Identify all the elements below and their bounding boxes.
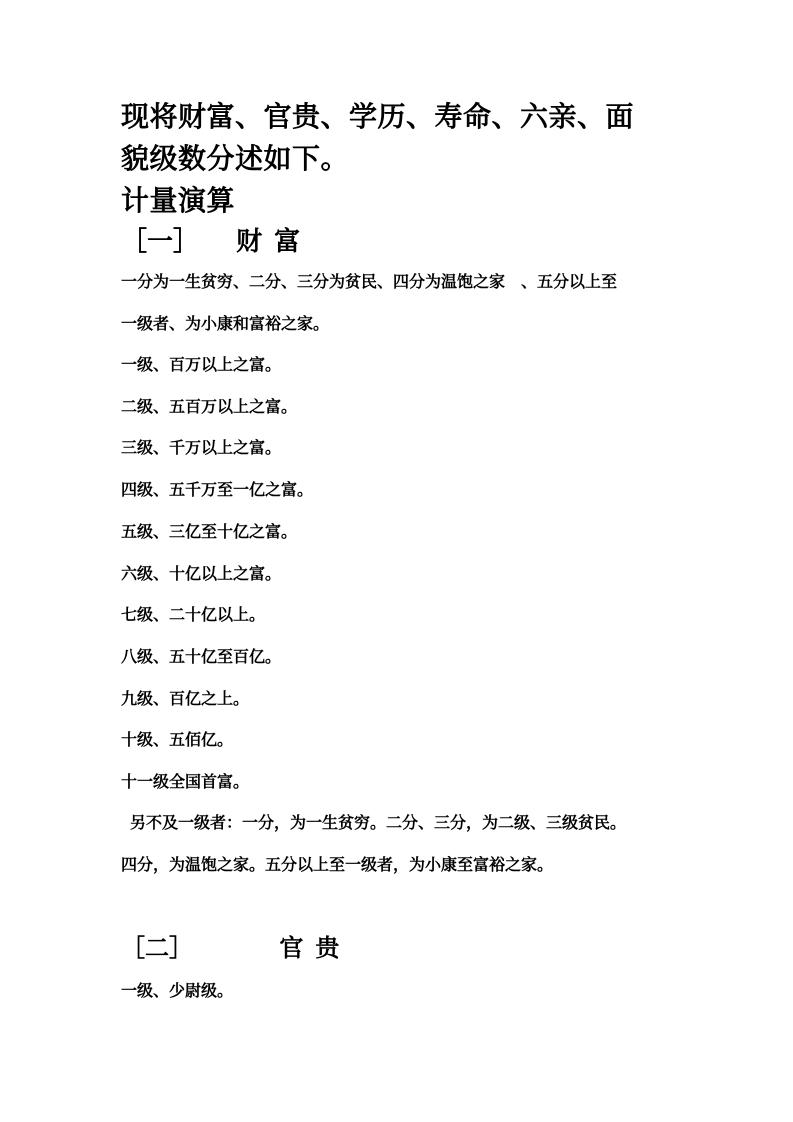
section-1-heading [121, 229, 312, 255]
wealth-level-item: 五级、三亿至十亿之富。 [121, 522, 298, 541]
wealth-level-item: 四级、五千万至一亿之富。 [121, 480, 314, 499]
intro-line-2: 貌级数分述如下。 [121, 142, 350, 175]
section-2-heading [121, 936, 351, 960]
official-level-item: 一级、少尉级。 [121, 981, 234, 1000]
section-1-title: 财富 [236, 227, 313, 257]
wealth-level-item: 六级、十亿以上之富。 [121, 564, 282, 583]
intro-heading: 计量演算 [121, 184, 236, 217]
intro-line-1: 现将财富、官贵、学历、寿命、六亲、面 [121, 100, 635, 133]
section-2-title: 官贵 [279, 934, 352, 962]
wealth-level-item: 三级、千万以上之富。 [121, 438, 282, 457]
wealth-level-item: 十一级全国首富。 [121, 772, 250, 791]
wealth-level-item: 七级、二十亿以上。 [121, 605, 266, 624]
wealth-level-item: 八级、五十亿至百亿。 [121, 647, 282, 666]
wealth-level-item: 九级、百亿之上。 [121, 689, 250, 708]
section-2-number: ［二］ [121, 934, 193, 962]
section-1-number: ［一］ [121, 227, 200, 257]
wealth-level-item: 十级、五佰亿。 [121, 730, 234, 749]
section-1-note-line-2: 四分，为温饱之家。五分以上至一级者，为小康至富裕之家。 [121, 855, 554, 874]
section-1-paragraph-line-2: 一级者、为小康和富裕之家。 [121, 314, 330, 333]
wealth-level-item: 一级、百万以上之富。 [121, 355, 282, 374]
section-1-paragraph-line-1: 一分为一生贫穷、二分、三分为贫民、四分为温饱之家 、五分以上至 [121, 272, 618, 291]
section-1-note-line-1: 另不及一级者：一分，为一生贫穷。二分、三分，为二级、三级贫民。 [130, 813, 627, 832]
wealth-level-item: 二级、五百万以上之富。 [121, 397, 298, 416]
